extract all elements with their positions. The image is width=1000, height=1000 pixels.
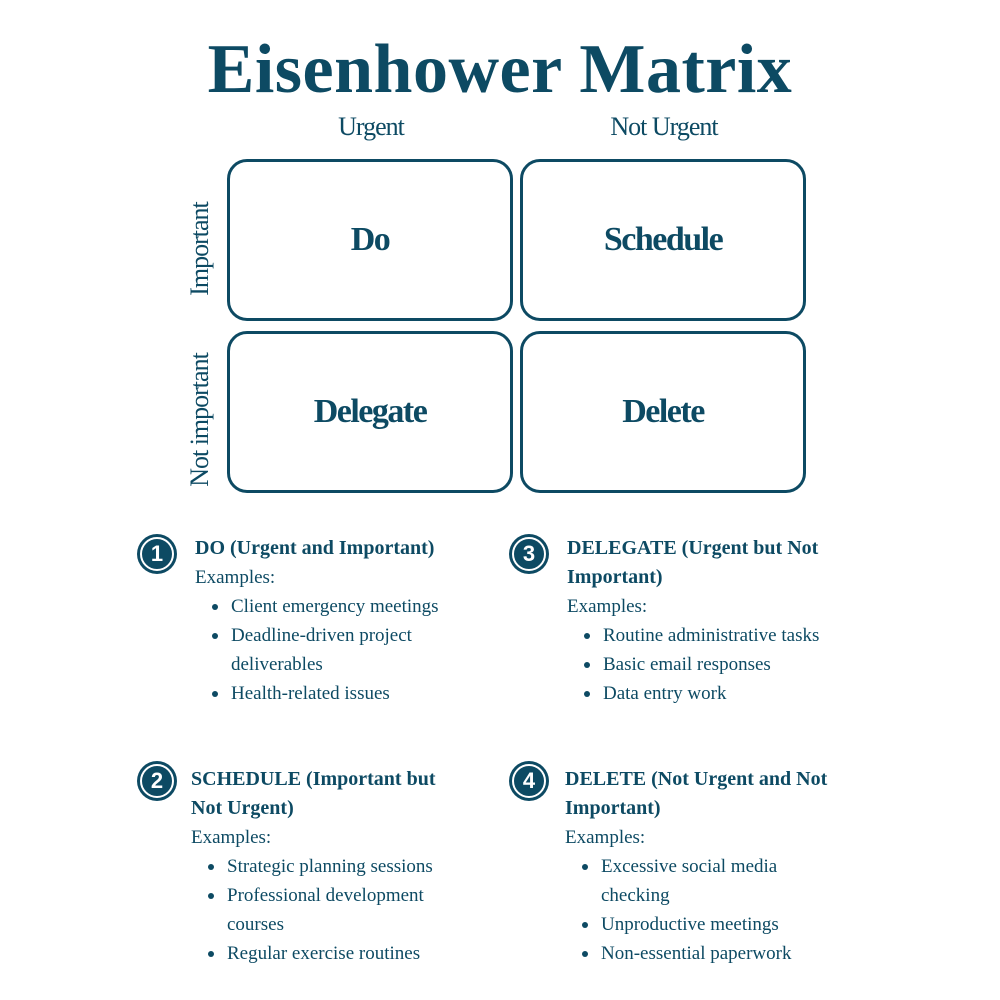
quadrant-delete xyxy=(520,331,806,493)
quadrant-do xyxy=(227,159,513,321)
examples-label: Examples: xyxy=(565,827,646,848)
examples-list xyxy=(191,852,471,968)
list-item: Unproductive meetings xyxy=(601,910,865,939)
examples-list xyxy=(195,592,475,708)
list-item: Deadline-driven project deliverables xyxy=(231,621,475,679)
page-title: Eisenhower Matrix xyxy=(207,31,793,108)
list-item: Regular exercise routines xyxy=(227,939,471,968)
list-item: Basic email responses xyxy=(603,650,847,679)
list-item: Health-related issues xyxy=(231,679,475,708)
quadrant-label: Delegate xyxy=(313,393,427,430)
quadrant-label: Delete xyxy=(622,393,704,430)
number-3-badge-icon: 3 xyxy=(509,534,549,574)
section-heading: DELEGATE (Urgent but Not Important) xyxy=(567,537,819,588)
examples-list xyxy=(565,852,865,968)
column-label-not-urgent: Not Urgent xyxy=(610,112,718,141)
quadrant-label: Do xyxy=(350,221,390,258)
list-item: Routine administrative tasks xyxy=(603,621,847,650)
row-label-not-important: Not important xyxy=(185,353,214,487)
list-item: Professional development courses xyxy=(227,881,471,939)
number-2-badge-icon: 2 xyxy=(137,761,177,801)
list-item: Non-essential paperwork xyxy=(601,939,865,968)
column-label-urgent: Urgent xyxy=(338,112,404,141)
quadrant-label: Schedule xyxy=(603,221,723,258)
examples-list xyxy=(567,621,847,708)
list-item: Excessive social media checking xyxy=(601,852,801,910)
section-heading: SCHEDULE (Important but Not Urgent) xyxy=(191,768,436,819)
quadrant-schedule xyxy=(520,159,806,321)
quadrant-delegate xyxy=(227,331,513,493)
list-item: Data entry work xyxy=(603,679,847,708)
section-heading: DO (Urgent and Important) xyxy=(195,537,435,559)
row-label-important: Important xyxy=(185,202,214,296)
examples-label: Examples: xyxy=(567,596,648,617)
number-4-badge-icon: 4 xyxy=(509,761,549,801)
examples-label: Examples: xyxy=(191,827,272,848)
number-1-badge-icon: 1 xyxy=(137,534,177,574)
section-heading: DELETE (Not Urgent and Not Important) xyxy=(565,768,828,819)
examples-label: Examples: xyxy=(195,567,276,588)
list-item: Client emergency meetings xyxy=(231,592,475,621)
list-item: Strategic planning sessions xyxy=(227,852,471,881)
